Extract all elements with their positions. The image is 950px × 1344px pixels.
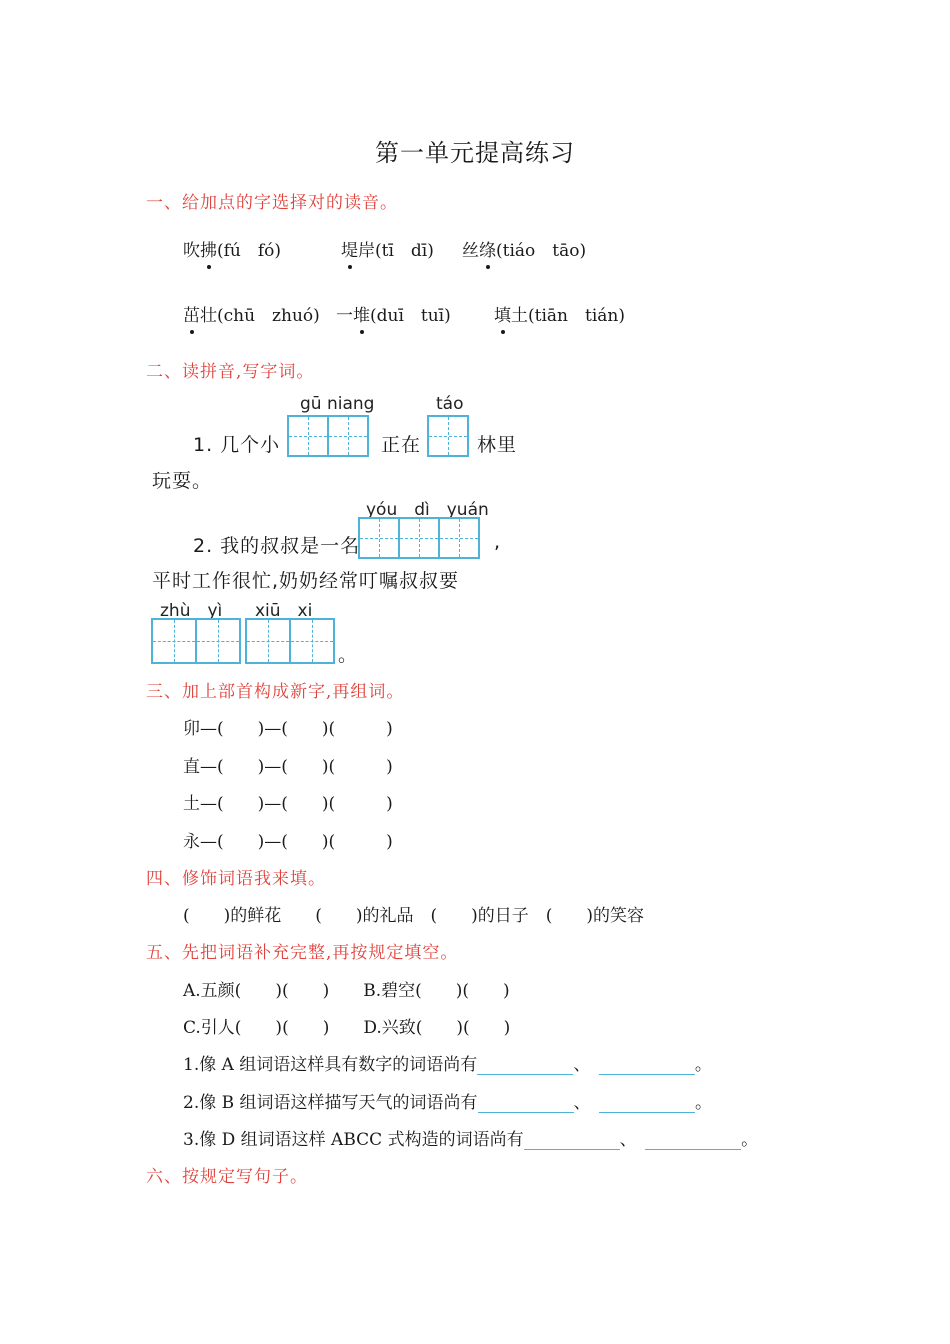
writing-cell[interactable] bbox=[398, 517, 440, 559]
modifier-line: ( )的鲜花 ( )的礼品 ( )的日子 ( )的笑容 bbox=[183, 906, 645, 926]
writing-grid[interactable] bbox=[151, 618, 241, 664]
writing-cell[interactable] bbox=[195, 618, 241, 664]
writing-cell[interactable] bbox=[245, 618, 291, 664]
writing-grid[interactable] bbox=[245, 618, 335, 664]
section-2-heading: 二、读拼音,写字词。 bbox=[146, 362, 315, 382]
writing-cell[interactable] bbox=[287, 415, 329, 457]
section-4-heading: 四、修饰词语我来填。 bbox=[146, 869, 326, 889]
writing-grid[interactable] bbox=[358, 517, 480, 559]
answer-blank[interactable] bbox=[524, 1131, 620, 1150]
pinyin-label: gū niang bbox=[300, 394, 375, 414]
writing-cell[interactable] bbox=[289, 618, 335, 664]
writing-cell[interactable] bbox=[438, 517, 480, 559]
writing-cell[interactable] bbox=[151, 618, 197, 664]
section-1-heading: 一、给加点的字选择对的读音。 bbox=[146, 193, 398, 213]
answer-blank[interactable] bbox=[645, 1131, 741, 1150]
answer-blank[interactable] bbox=[477, 1056, 573, 1075]
answer-blank[interactable] bbox=[599, 1056, 695, 1075]
fill-question-2: 2.像 B 组词语这样描写天气的词语尚有 、 。 bbox=[183, 1093, 713, 1113]
writing-cell[interactable] bbox=[358, 517, 400, 559]
pinyin-choice-4: 茁壮(chū zhuó) bbox=[183, 301, 320, 326]
answer-blank[interactable] bbox=[599, 1094, 695, 1113]
sentence-text: 林里 bbox=[477, 434, 518, 456]
writing-cell[interactable] bbox=[327, 415, 369, 457]
sentence-text: 平时工作很忙,奶奶经常叮嘱叔叔要 bbox=[152, 570, 460, 592]
radical-row: 永—( )—( )( ) bbox=[183, 832, 393, 852]
writing-grid[interactable] bbox=[427, 415, 469, 457]
radical-row: 土—( )—( )( ) bbox=[183, 794, 393, 814]
pinyin-label: táo bbox=[436, 394, 464, 414]
sentence-text: , bbox=[494, 531, 502, 553]
writing-grid[interactable] bbox=[287, 415, 369, 457]
idiom-row: C.引人( )( ) D.兴致( )( ) bbox=[183, 1018, 511, 1038]
fill-question-1: 1.像 A 组词语这样具有数字的词语尚有 、 。 bbox=[183, 1055, 712, 1075]
sentence-text: 玩耍。 bbox=[152, 470, 213, 492]
sentence-text: 1. 几个小 bbox=[193, 434, 281, 456]
pinyin-choice-2: 堤岸(tī dī) bbox=[341, 236, 434, 261]
section-3-heading: 三、加上部首构成新字,再组词。 bbox=[146, 682, 405, 702]
sentence-text: 2. 我的叔叔是一名 bbox=[193, 535, 361, 557]
pinyin-choice-6: 填土(tiān tián) bbox=[494, 301, 625, 326]
radical-row: 直—( )—( )( ) bbox=[183, 757, 393, 777]
section-5-heading: 五、先把词语补充完整,再按规定填空。 bbox=[146, 943, 459, 963]
answer-blank[interactable] bbox=[478, 1094, 574, 1113]
pinyin-choice-3: 丝绦(tiáo tāo) bbox=[462, 236, 586, 261]
pinyin-choice-5: 一堆(duī tuī) bbox=[336, 301, 451, 326]
sentence-text: 正在 bbox=[381, 434, 422, 456]
writing-cell[interactable] bbox=[427, 415, 469, 457]
fill-question-3: 3.像 D 组词语这样 ABCC 式构造的词语尚有 、 。 bbox=[183, 1130, 759, 1150]
idiom-row: A.五颜( )( ) B.碧空( )( ) bbox=[183, 981, 510, 1001]
section-6-heading: 六、按规定写句子。 bbox=[146, 1167, 308, 1187]
page-title: 第一单元提高练习 bbox=[375, 139, 575, 167]
pinyin-choice-1: 吹拂(fú fó) bbox=[183, 236, 281, 261]
pinyin-label: xiū xi bbox=[255, 601, 313, 621]
sentence-text: 。 bbox=[338, 644, 359, 666]
radical-row: 卯—( )—( )( ) bbox=[183, 719, 393, 739]
pinyin-label: zhù yì bbox=[160, 601, 223, 621]
pinyin-label: yóu dì yuán bbox=[366, 500, 489, 520]
